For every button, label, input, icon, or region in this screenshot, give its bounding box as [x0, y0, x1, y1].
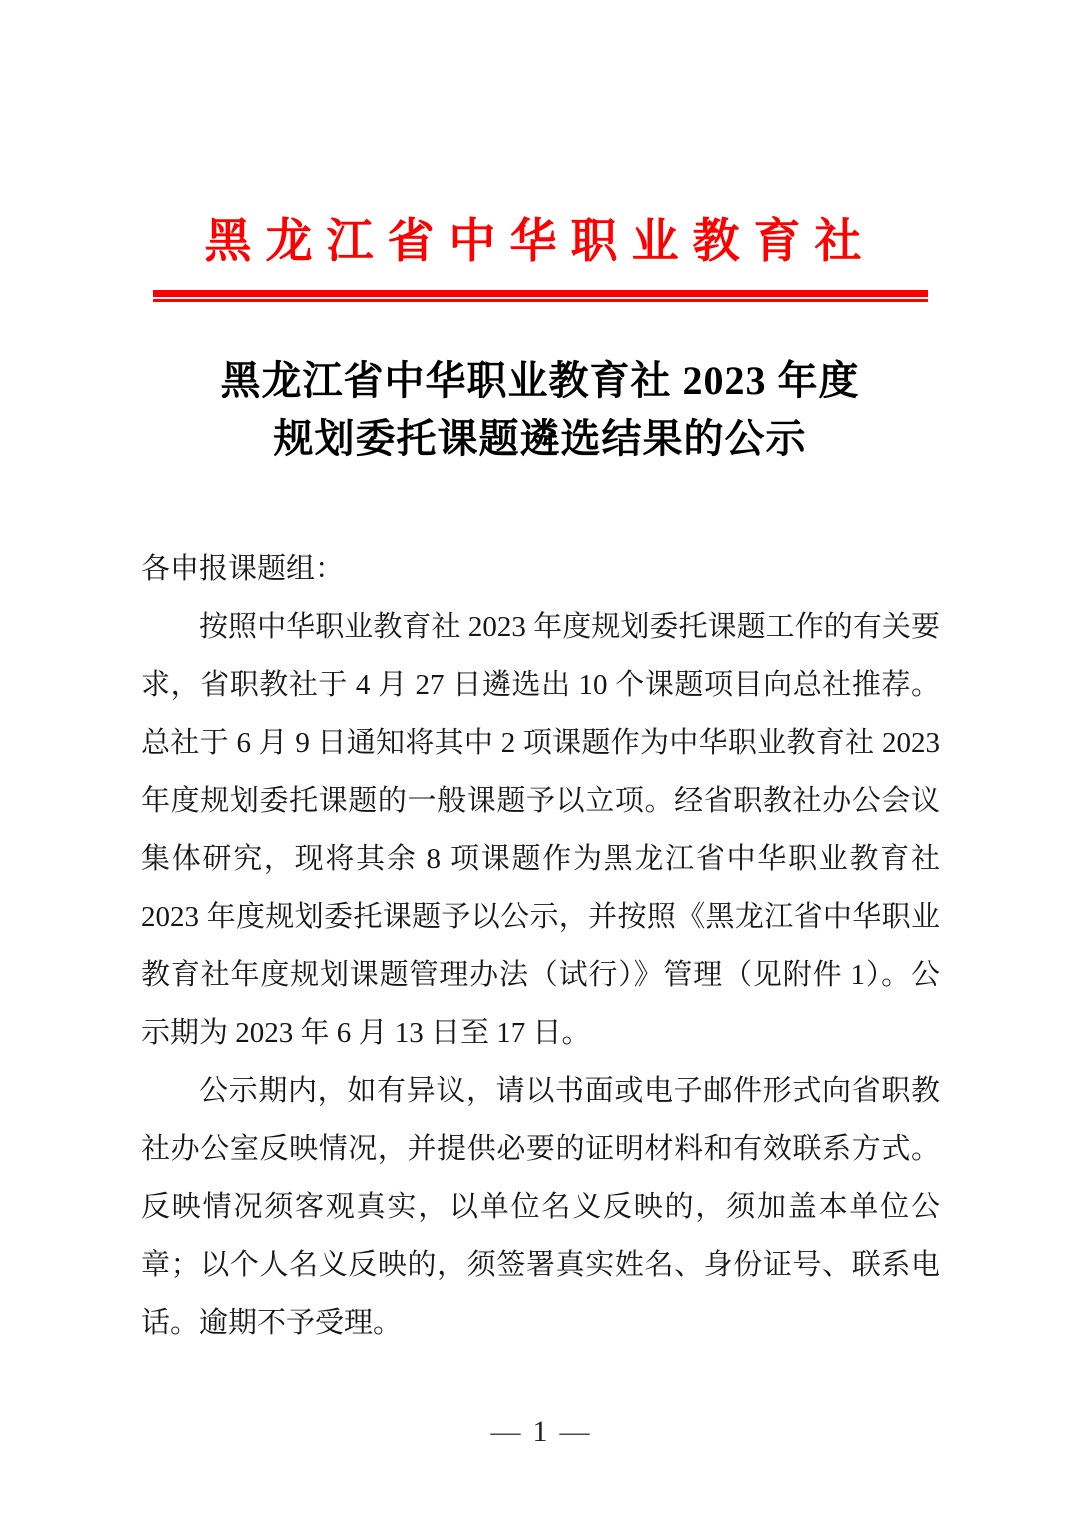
letterhead-title: 黑龙江省中华职业教育社	[204, 216, 876, 268]
footer-dash-right: —	[559, 1415, 590, 1448]
document-title-line-2: 规划委托课题遴选结果的公示	[273, 416, 807, 461]
salutation: 各申报课题组：	[141, 553, 345, 585]
red-divider-thin-rule	[153, 299, 928, 302]
red-divider-thick-rule	[153, 290, 928, 297]
body-paragraph-1: 按照中华职业教育社 2023 年度规划委托课题工作的有关要求，省职教社于 4 月 27 日遴选出 10 个课题项目向总社推荐。总社于 6 月 9 日通知将其中 2 项课题作为中华职业教育社 2023 年度规划委托课题的一般课题予以立项。经省职教社办公会议集体研究，现将其余 8 项课题作为黑龙江省中华职业教育社 2023 年度规划委托课题予以公示，并按照《黑龙江省中华职业教育社年度规划课题管理办法（试行）》管理（见附件 1）。公示期为 2023 年 6 月 13 日至 17 日。	[141, 611, 940, 1049]
document-body	[141, 540, 940, 1352]
footer-dash-left: —	[490, 1415, 521, 1448]
body-paragraph-2: 公示期内，如有异议，请以书面或电子邮件形式向省职教社办公室反映情况，并提供必要的证明材料和有效联系方式。反映情况须客观真实，以单位名义反映的，须加盖本单位公章；以个人名义反映的，须签署真实姓名、身份证号、联系电话。逾期不予受理。	[141, 1075, 940, 1339]
page-footer	[0, 1415, 1080, 1449]
red-divider	[153, 290, 928, 302]
document-title	[0, 352, 1080, 468]
page-number: 1	[532, 1415, 548, 1448]
document-title-line-1: 黑龙江省中华职业教育社 2023 年度	[220, 358, 860, 403]
